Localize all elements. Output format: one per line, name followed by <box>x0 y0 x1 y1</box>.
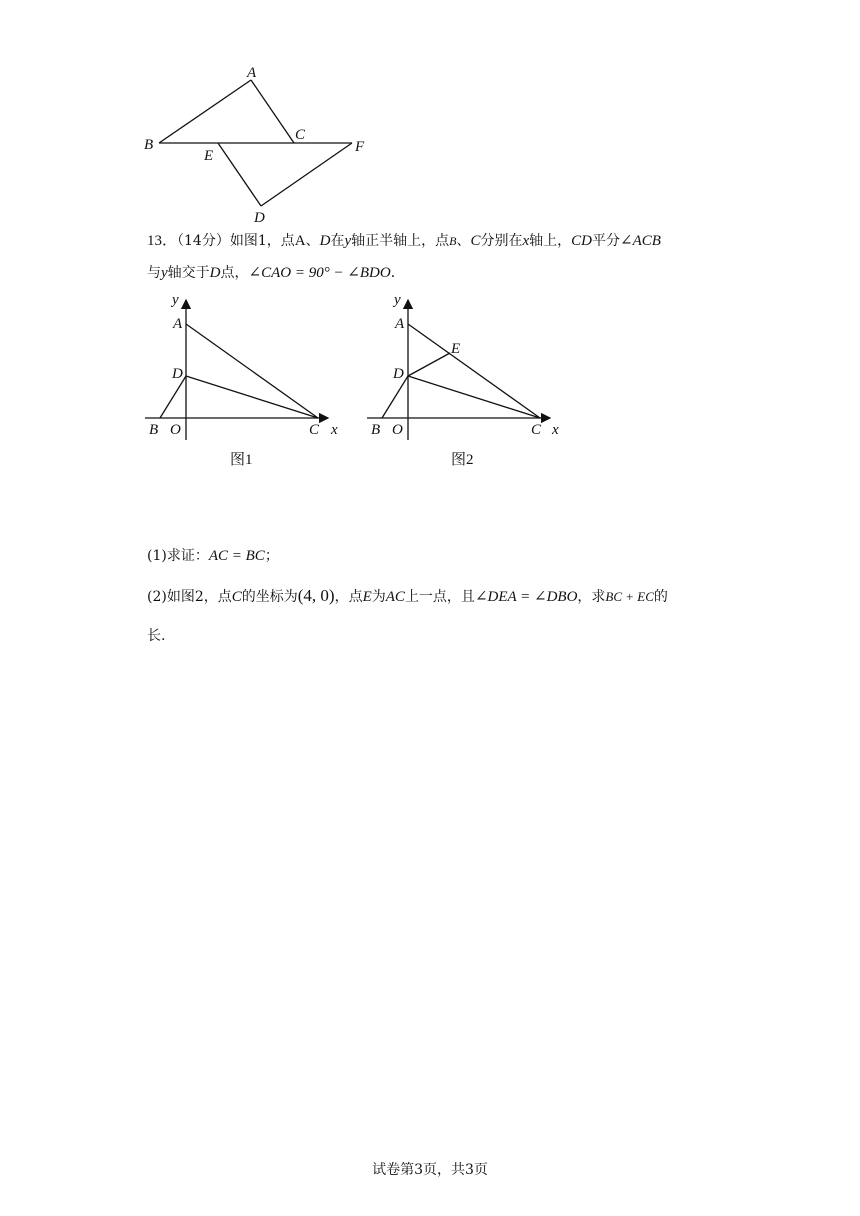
part-2-line-2 <box>147 626 747 646</box>
text: y <box>161 265 168 281</box>
text: (2)如图2，点 <box>147 589 232 605</box>
label-e: E <box>204 148 214 164</box>
text: (4, 0) <box>297 586 335 605</box>
segment-df <box>261 143 352 206</box>
text: D <box>209 265 221 281</box>
text: B <box>449 234 457 248</box>
segment-dc <box>408 376 540 418</box>
text: 、 <box>456 233 471 249</box>
text: ，求 <box>577 589 606 605</box>
text: ； <box>264 548 279 564</box>
text: AC = BC <box>208 548 265 564</box>
label-a: A <box>173 316 183 332</box>
segment-ac <box>408 324 540 418</box>
problem-score: （14分） <box>177 233 230 249</box>
segment-bd <box>382 376 408 418</box>
segment-dc <box>186 376 318 418</box>
text: E <box>362 589 372 605</box>
text: 的坐标为 <box>241 589 298 605</box>
segment-de <box>408 353 450 376</box>
text: ∠ACB <box>620 233 661 249</box>
text: 上一点，且 <box>404 589 475 605</box>
text: 轴正半轴上，点 <box>351 233 450 249</box>
text: 、 <box>305 233 320 249</box>
text: 的 <box>653 589 668 605</box>
text: ∠CAO = 90° − ∠BDO <box>248 265 391 281</box>
problem-line-1 <box>147 231 747 251</box>
label-e: E <box>451 341 461 357</box>
text: 如图1，点 <box>229 233 295 249</box>
label-a: A <box>247 65 257 81</box>
text: ． <box>390 265 405 281</box>
text: 在 <box>330 233 345 249</box>
label-o: O <box>392 422 403 438</box>
text: BC + EC <box>605 589 654 604</box>
text: 轴上， <box>529 233 572 249</box>
text: D <box>319 233 331 249</box>
label-y: y <box>172 292 179 308</box>
label-o: O <box>170 422 181 438</box>
problem-line-2 <box>147 263 747 283</box>
label-c: C <box>309 422 320 438</box>
text: ∠DEA = ∠DBO <box>474 589 578 605</box>
label-c: C <box>295 127 306 143</box>
segment-ed <box>218 143 261 206</box>
figures-1-2 <box>0 288 860 478</box>
label-x: x <box>552 422 559 438</box>
text: 与 <box>147 265 161 281</box>
text: x <box>522 233 530 249</box>
label-f: F <box>355 139 365 155</box>
text: A <box>294 233 306 249</box>
label-c: C <box>531 422 542 438</box>
label-b: B <box>371 422 381 438</box>
text: (1)求证： <box>147 548 209 564</box>
part-2-line-1 <box>147 586 747 607</box>
label-x: x <box>331 422 338 438</box>
label-d: D <box>172 366 183 382</box>
text: CD <box>571 233 592 249</box>
label-a: A <box>395 316 405 332</box>
text: 长. <box>147 628 166 644</box>
text: 点， <box>220 265 249 281</box>
label-d: D <box>393 366 404 382</box>
segment-bd <box>160 376 186 418</box>
caption-fig2: 图2 <box>451 452 474 468</box>
label-d: D <box>254 210 265 226</box>
text: 为 <box>371 589 386 605</box>
label-b: B <box>144 137 154 153</box>
text: 平分 <box>592 233 620 249</box>
text: ，点 <box>334 589 363 605</box>
text: AC <box>385 589 405 605</box>
page-footer: 试卷第3页，共3页 <box>372 1162 488 1178</box>
caption-fig1: 图1 <box>230 452 253 468</box>
segment-ac <box>251 80 294 143</box>
text: 分别在 <box>480 233 523 249</box>
problem-number: 13． <box>147 233 178 249</box>
top-figure <box>0 0 860 230</box>
part-1 <box>147 546 747 566</box>
segment-ba <box>159 80 251 143</box>
text: 轴交于 <box>167 265 210 281</box>
text: C <box>231 589 242 605</box>
text: y <box>344 233 352 249</box>
text: C <box>470 233 481 249</box>
label-b: B <box>149 422 159 438</box>
label-y: y <box>394 292 401 308</box>
segment-ac <box>186 324 318 418</box>
